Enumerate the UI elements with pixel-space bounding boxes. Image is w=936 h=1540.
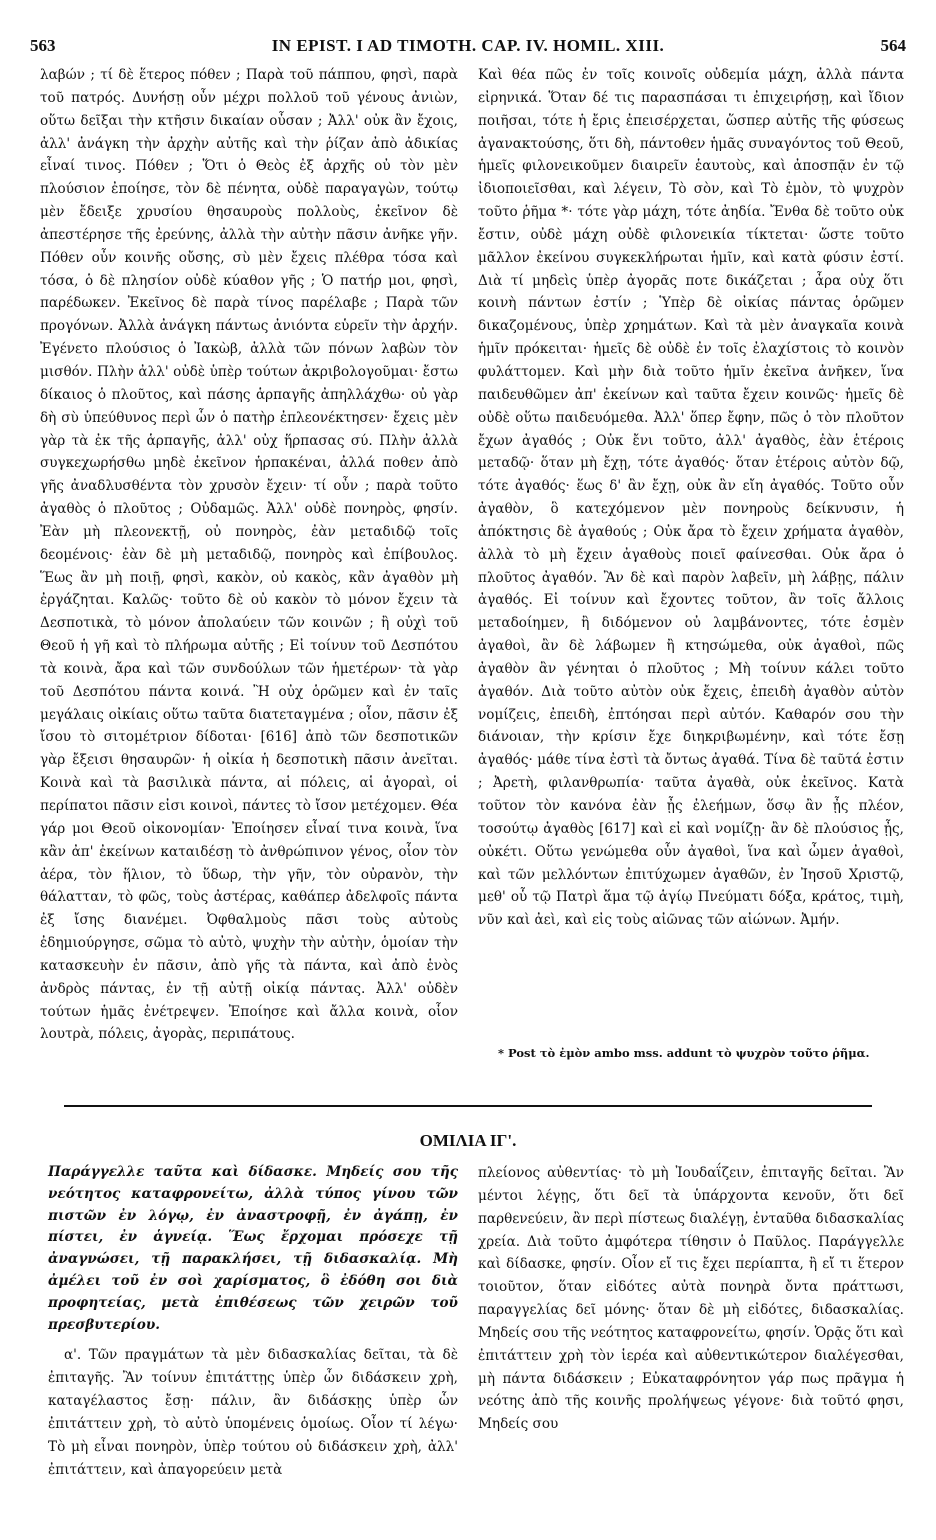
homily-right-column bbox=[478, 1162, 904, 1436]
running-title: IN EPIST. I AD TIMOTH. CAP. IV. HOMIL. XIII. bbox=[271, 36, 665, 55]
left-column-text: λαβών ; τί δὲ ἕτερος πόθεν ; Παρὰ τοῦ πάππου, φησὶ, παρὰ τοῦ πατρός. Δυνήσῃ οὖν μέχρι πολλοῦ τοῦ γένους ἀνιὼν, οὕτω δεῖξαι τὴν κτῆσιν δικαίαν οὖσαν ; Ἀλλ' οὐκ ἂν ἔχοις, ἀλλ' ἀνάγκη τὴν ἀρχὴν αὐτῆς καὶ τὴν ῥίζαν ἀπὸ ἀδικίας εἶναί τινος. Πόθεν ; Ὅτι ὁ Θεὸς ἐξ ἀρχῆς οὐ τὸν μὲν πλούσιον ἐποίησε, τὸν δὲ πένητα, οὐδὲ παραγαγὼν, τούτῳ μὲν ἔδειξε χρυσίου θησαυροὺς πολλοὺς, ἐκεῖνον δὲ ἀπεστέρησε τῆς ἐρεύνης, ἀλλὰ τὴν αὐτὴν πᾶσιν ἀνῆκε γῆν. Πόθεν οὖν κοινῆς οὔσης, σὺ μὲν ἔχεις πλέθρα τόσα καὶ τόσα, ὁ δὲ πλησίον οὐδὲ κύαθον γῆς ; Ὁ πατήρ μοι, φησὶ, παρέδωκεν. Ἐκεῖνος δὲ παρὰ τίνος παρέλαβε ; Παρὰ τῶν προγόνων. Ἀλλὰ ἀνάγκη πάντως ἀνιόντα εὑρεῖν τὴν ἀρχήν. Ἐγένετο πλούσιος ὁ Ἰακὼβ, ἀλλὰ τῶν πόνων λαβὼν τὸν μισθόν. Πλὴν ἀλλ' οὐδὲ ὑπὲρ τούτων ἀκριβολογοῦμαι· ἔστω δίκαιος ὁ πλοῦτος, καὶ πάσης ἁρπαγῆς ἀπηλλάχθω· οὐ γὰρ δὴ σὺ ὑπεύθυνος περὶ ὧν ὁ πατὴρ ἐπλεονέκτησεν· ἔχεις μὲν γὰρ τὰ ἐκ τῆς ἁρπαγῆς, ἀλλ' οὐχ ἥρπασας σύ. Πλὴν ἀλλὰ συγκεχωρήσθω μηδὲ ἐκεῖνον ἡρπακέναι, ἀλλά ποθεν ἀπὸ γῆς ἀναδλυσθέντα τὸν χρυσὸν ἔχειν· τί οὖν ; παρὰ τοῦτο ἀγαθὸς ὁ πλοῦτος ; Οὐδαμῶς. Ἀλλ' οὐδὲ πονηρὸς, φησίν. Ἐὰν μὴ πλεονεκτῇ, οὐ πονηρὸς, ἐὰν μεταδιδῷ τοῖς δεομένοις· ἐὰν δὲ μὴ μεταδιδῷ, πονηρὸς καὶ ἐπίβουλος. Ἕως ἂν μὴ ποιῇ, φησὶ, κακὸν, οὐ κακὸς, κἂν ἀγαθὸν μὴ ἐργάζηται. Καλῶς· τοῦτο δὲ οὐ κακὸν τὸ μόνον ἔχειν τὰ Δεσποτικὰ, τὸ μόνον ἀπολαύειν τῶν κοινῶν ; ἢ οὐχὶ τοῦ Θεοῦ ἡ γῆ καὶ τὸ πλήρωμα αὐτῆς ; Εἰ τοίνυν τοῦ Δεσπότου τὰ κοινὰ, ἄρα καὶ τῶν συνδούλων τῶν ἡμετέρων· τὰ γὰρ τοῦ Δεσπότου πάντα κοινά. Ἢ οὐχ ὁρῶμεν καὶ ἐν ταῖς μεγάλαις οἰκίαις οὕτω ταῦτα διατεταγμένα ; οἷον, πᾶσιν ἐξ ἴσου τὸ σιτομέτριον δίδοται· [616] ἀπὸ τῶν δεσποτικῶν γὰρ ἔξεισι θησαυρῶν· ἡ οἰκία ἡ δεσποτικὴ πᾶσιν ἀνεῖται. Κοινὰ καὶ τὰ βασιλικὰ πάντα, αἱ πόλεις, αἱ ἀγοραὶ, οἱ περίπατοι πᾶσιν εἰσι κοινοὶ, πάντες τὸ ἴσον μετέχομεν. Θέα γάρ μοι Θεοῦ οἰκονομίαν· Ἐποίησεν εἶναί τινα κοινὰ, ἵνα κἂν ἀπ' ἐκείνων καταιδέσῃ τὸ ἀνθρώπινον γένος, οἷον τὸν ἀέρα, τὸν ἥλιον, τὸ ὕδωρ, τὴν γῆν, τὸν οὐρανὸν, τὴν θάλατταν, τὸ φῶς, τοὺς ἀστέρας, καθάπερ ἀδελφοῖς πάντα ἐξ ἴσης διανέμει. Ὀφθαλμοὺς πᾶσι τοὺς αὐτοὺς ἐδημιούργησε, σῶμα τὸ αὐτὸ, ψυχὴν τὴν αὐτὴν, ὁμοίαν τὴν κατασκευὴν ἐν πᾶσιν, ἀπὸ γῆς τὰ πάντα, καὶ ἀπὸ ἑνὸς ἀνδρὸς πάντας, ἐν τῇ αὐτῇ οἰκίᾳ πάντας. Ἀλλ' οὐδὲν τούτων ἡμᾶς ἐνέτρεψεν. Ἐποίησε καὶ ἄλλα κοινὰ, οἷον λουτρὰ, πόλεις, ἀγορὰς, περιπάτους. bbox=[40, 67, 458, 1043]
scripture-passage: Παράγγελλε ταῦτα καὶ δίδασκε. Μηδείς σου τῆς νεότητος καταφρονείτω, ἀλλὰ τύπος γίνου τῶν πιστῶν ἐν λόγῳ, ἐν ἀναστροφῇ, ἐν ἀγάπῃ, ἐν πίστει, ἐν ἁγνείᾳ. Ἕως ἔρχομαι πρόσεχε τῇ ἀναγνώσει, τῇ παρακλήσει, τῇ διδασκαλίᾳ. Μὴ ἀμέλει τοῦ ἐν σοὶ χαρίσματος, ὃ ἐδόθη σοι διὰ προφητείας, μετὰ ἐπιθέσεως τῶν χειρῶν τοῦ πρεσβυτερίου. bbox=[48, 1164, 458, 1333]
page-number-right: 564 bbox=[880, 36, 906, 55]
homily-left-text: α'. Τῶν πραγμάτων τὰ μὲν διδασκαλίας δεῖται, τὰ δὲ ἐπιταγῆς. Ἂν τοίνυν ἐπιτάττῃς ὑπὲρ ὧν διδάσκειν χρὴ, καταγέλαστος ἔσῃ· πάλιν, ἂν διδάσκῃς ὑπὲρ ὧν ἐπιτάττειν χρὴ, τὸ αὐτὸ ὑπομένεις ὁμοίως. Οἷον τί λέγω· Τὸ μὴ εἶναι πονηρὸν, ὑπὲρ τούτου οὐ διδάσκειν χρὴ, ἀλλ' ἐπιτάττειν, καὶ ἀπαγορεύειν μετὰ bbox=[48, 1347, 458, 1478]
right-column-text: Καὶ θέα πῶς ἐν τοῖς κοινοῖς οὐδεμία μάχη, ἀλλὰ πάντα εἰρηνικά. Ὅταν δέ τις παρασπάσαι τι ἐπιχειρήσῃ, καὶ ἴδιον ποιῆσαι, τότε ἡ ἔρις ἐπεισέρχεται, ὥσπερ αὐτῆς τῆς φύσεως ἀγανακτούσης, ὅτι δὴ, πάντοθεν ἡμᾶς συναγόντος τοῦ Θεοῦ, ἡμεῖς φιλονεικοῦμεν διαιρεῖν ἑαυτοὺς, καὶ ἀποσπᾷν ἐν τῷ ἰδιοποιεῖσθαι, καὶ λέγειν, Τὸ σὸν, καὶ Τὸ ἐμὸν, τὸ ψυχρὸν τοῦτο ῥῆμα *· τότε γὰρ μάχη, τότε ἀηδία. Ἔνθα δὲ τοῦτο οὐκ ἔστιν, οὐδὲ μάχη οὐδὲ φιλονεικία τίκτεται· ὥστε τοῦτο μᾶλλον ἐκείνου συγκεκλήρωται ἡμῖν, καὶ κατὰ φύσιν ἐστί. Διὰ τί μηδεὶς ὑπὲρ ἀγορᾶς ποτε δικάζεται ; ἆρα οὐχ ὅτι κοινὴ πάντων ἐστίν ; Ὑπὲρ δὲ οἰκίας πάντας ὁρῶμεν δικαζομένους, ὑπὲρ χρημάτων. Καὶ τὰ μὲν ἀναγκαῖα κοινὰ ἡμῖν πρόκειται· ἡμεῖς δὲ οὐδὲ ἐν τοῖς ἐλαχίστοις τὸ κοινὸν φυλάττομεν. Καὶ μὴν διὰ τοῦτο ἡμῖν ἐκεῖνα ἀνῆκεν, ἵνα παιδευθῶμεν ἀπ' ἐκείνων καὶ ταῦτα ἔχειν κοινῶς· ἡμεῖς δὲ οὐδὲ οὕτω παιδευόμεθα. Ἀλλ' ὅπερ ἔφην, πῶς ὁ τὸν πλοῦτον ἔχων ἀγαθός ; Οὐκ ἔνι τοῦτο, ἀλλ' ἀγαθὸς, ἐὰν ἑτέροις μεταδῷ· ὅταν μὴ ἔχῃ, τότε ἀγαθός· ὅταν ἑτέροις αὐτὸν δῷ, τότε ἀγαθός· ἕως δ' ἂν ἔχῃ, οὐκ ἂν εἴη ἀγαθός. Τοῦτο οὖν ἀγαθὸν, ὃ κατεχόμενον μὲν πονηροὺς δείκνυσιν, ἡ ἀπόκτησις δὲ ἀγαθούς ; Οὐκ ἄρα τὸ ἔχειν χρήματα ἀγαθὸν, ἀλλὰ τὸ μὴ ἔχειν ἀγαθοὺς ποιεῖ φαίνεσθαι. Οὐκ ἄρα ὁ πλοῦτος ἀγαθόν. Ἂν δὲ καὶ παρὸν λαβεῖν, μὴ λάβῃς, πάλιν ἀγαθός. Εἰ τοίνυν καὶ ἔχοντες τοῦτον, ἂν τοῖς ἄλλοις μεταδοίημεν, ἢ διδόμενον οὐ λαμβάνοντες, τότε ἐσμὲν ἀγαθοὶ, ἂν δὲ λάβωμεν ἢ κτησώμεθα, οὐκ ἀγαθοὶ, πῶς ἀγαθὸν ἂν γένηται ὁ πλοῦτος ; Μὴ τοίνυν κάλει τοῦτο ἀγαθόν. Διὰ τοῦτο αὐτὸν οὐκ ἔχεις, ἐπειδὴ ἀγαθὸν αὐτὸν νομίζεις, ἐπειδὴ, ἐπτόησαι περὶ αὐτόν. Καθαρόν σου τὴν διάνοιαν, τὴν κρίσιν ἔχε διηκριβωμένην, καὶ τότε ἔσῃ ἀγαθός· μάθε τίνα ἐστὶ τὰ ὄντως ἀγαθά. Τίνα δὲ ταῦτά ἐστιν ; Ἀρετὴ, φιλανθρωπία· ταῦτα ἀγαθὰ, οὐκ ἐκεῖνος. Κατὰ τοῦτον τὸν κανόνα ἐὰν ᾖς ἐλεήμων, ὅσῳ ἂν ᾖς πλέον, τοσούτῳ ἀγαθὸς [617] καὶ εἰ καὶ νομίζῃ· ἂν δὲ πλούσιος ᾖς, οὐκέτι. Οὕτω γενώμεθα οὖν ἀγαθοὶ, ἵνα καὶ ὦμεν ἀγαθοὶ, καὶ τῶν μελλόντων ἐπιτύχωμεν ἀγαθῶν, ἐν Ἰησοῦ Χριστῷ, μεθ' οὗ τῷ Πατρὶ ἅμα τῷ ἁγίῳ Πνεύματι δόξα, κράτος, τιμὴ, νῦν καὶ ἀεὶ, καὶ εἰς τοὺς αἰῶνας τῶν αἰώνων. Ἀμήν. bbox=[478, 67, 904, 929]
homily-title: ΟΜΙΛΙΑ ΙΓ'. bbox=[419, 1131, 517, 1150]
footnote: * Post τὸ ἐμὸν ambo mss. addunt τὸ ψυχρὸν τοῦτο ῥῆμα. bbox=[498, 1046, 870, 1060]
section-divider bbox=[64, 1105, 872, 1107]
page-number-left: 563 bbox=[30, 36, 56, 55]
right-column bbox=[478, 64, 904, 932]
running-header bbox=[30, 36, 906, 58]
homily-right-text: πλείονος αὐθεντίας· τὸ μὴ Ἰουδαΐζειν, ἐπιταγῆς δεῖται. Ἂν μέντοι λέγῃς, ὅτι δεῖ τὰ ὑπάρχοντα κενοῦν, ὅτι δεῖ παρθενεύειν, ἂν περὶ πίστεως διαλέγῃ, ἐνταῦθα διδασκαλίας χρεία. Διὰ τοῦτο ἀμφότερα τίθησιν ὁ Παῦλος. Παράγγελλε καὶ δίδασκε, φησίν. Οἷον εἴ τις ἔχει περίαπτα, ἢ εἴ τι ἕτερον τοιοῦτον, ὅταν εἰδότες αὐτὰ πονηρὰ ὄντα πράττωσι, παραγγελίας δεῖ μόνης· ὅταν δὲ μὴ εἰδότες, διδασκαλίας. Μηδείς σου τῆς νεότητος καταφρονείτω, φησίν. Ὁρᾷς ὅτι καὶ ἐπιτάττειν χρὴ τὸν ἱερέα καὶ αὐθεντικώτερον διαλέγεσθαι, μὴ πάντα διδάσκειν ; Εὐκαταφρόνητον γάρ πως πρᾶγμα ἡ νεότης ἀπὸ τῆς κοινῆς προλήψεως γέγονε· διὰ τοῦτό φησι, Μηδείς σου bbox=[478, 1165, 904, 1433]
homily-left-column bbox=[48, 1162, 458, 1481]
left-column bbox=[40, 64, 458, 1046]
